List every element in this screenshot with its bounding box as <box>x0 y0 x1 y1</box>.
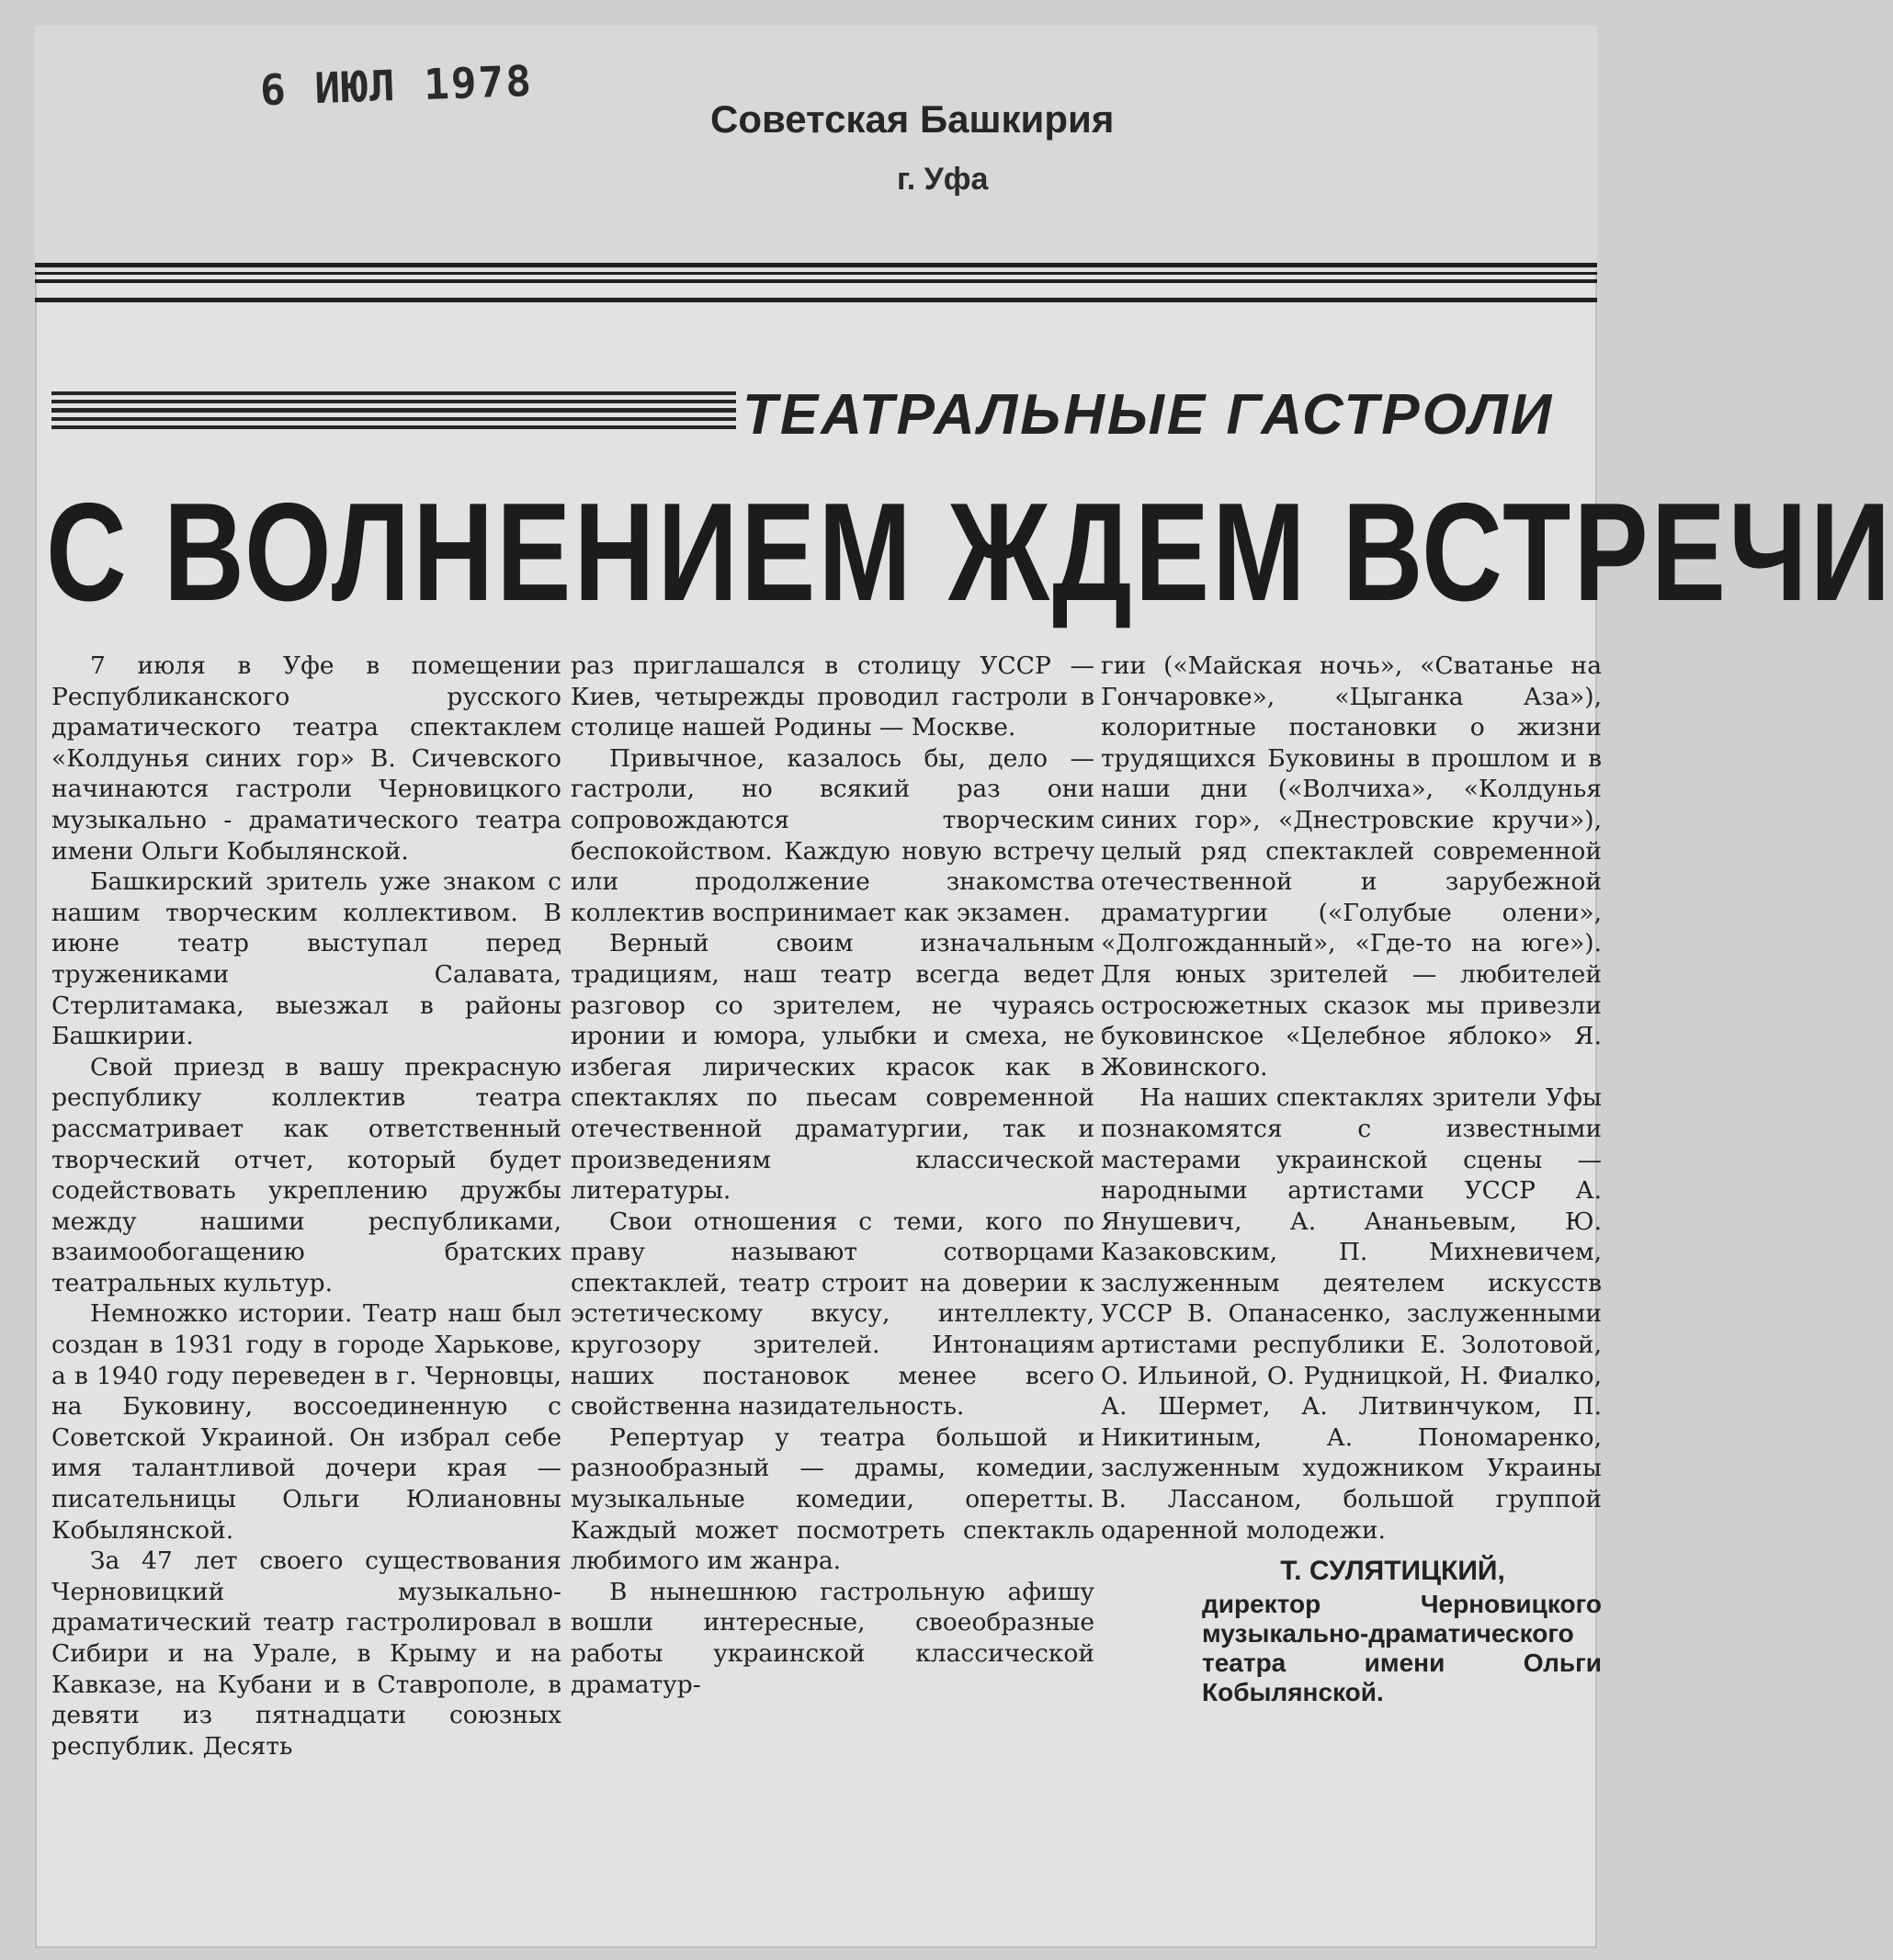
author-signature <box>1101 1557 1602 1707</box>
paragraph: Репертуар у театра большой и разнообразный — драмы, комедии, музыкальные комедии, оперетты. Каждый может посмотреть спектакль любимого им жанра. <box>571 1422 1094 1576</box>
header-rule <box>35 263 1597 327</box>
clipping-header <box>35 26 1597 269</box>
paragraph: Свои отношения с теми, кого по праву называют сотворцами спектаклей, театр строит на доверии к эстетическому вкусу, интеллекту, кругозору зрителей. Интонациям наших постановок менее всего свойственна назидательность. <box>571 1207 1094 1422</box>
paragraph: Свой приезд в вашу прекрасную республику коллектив театра рассматривает как ответственный творческий отчет, который будет содействовать укреплению дружбы между нашими республиками, взаимообогащению братских театральных культур. <box>51 1052 561 1297</box>
rubric-rule <box>51 382 736 437</box>
paragraph: На наших спектаклях зрители Уфы познакомятся с известными мастерами украинской сцены — народными артистами УССР А. Янушевич, А. Ананьевым, Ю. Казаковским, П. Михневичем, заслуженным деятелем искусств УССР В. Опанасенко, заслуженными артистами республики Е. Золотовой, О. Ильиной, О. Рудницкой, Н. Фиалко, А. Шермет, А. Литвинчуком, П. Никитиным, А. Пономаренко, заслуженным художником Украины В. Ласcаном, большой группой одаренной молодежи. <box>1101 1083 1602 1545</box>
paragraph: Башкирский зритель уже знаком с нашим творческим коллективом. В июне театр выступал перед тружениками Салавата, Стерлитамака, выезжал в районы Башкирии. <box>51 867 561 1051</box>
newspaper-city: г. Уфа <box>897 162 989 197</box>
article-headline: С ВОЛНЕНИЕМ ЖДЕМ ВСТРЕЧИ <box>46 474 1893 630</box>
paragraph: Немножко истории. Театр наш был создан в 1931 году в городе Харькове, а в 1940 году переведен в г. Черновцы, на Буковину, воссоединенную с Советской Украиной. Он избрал себе имя талантливой дочери края — писательницы Ольги Юлиановны Кобылянской. <box>51 1299 561 1545</box>
paragraph: Верный своим изначальным традициям, наш театр всегда ведет разговор со зрителем, не чураясь иронии и юмора, улыбки и смеха, не избегая лирических красок как в спектаклях по пьесам современной отечественной драматургии, так и произведениям классической литературы. <box>571 929 1094 1206</box>
paragraph: Привычное, казалось бы, дело — гастроли, но всякий раз они сопровождаются творческим беспокойством. Каждую новую встречу или продолжение знакомства коллектив воспринимает как экзамен. <box>571 743 1094 927</box>
author-name: Т. СУЛЯТИЦКИЙ, <box>1280 1556 1505 1587</box>
newspaper-clipping <box>35 26 1893 1948</box>
author-role: директор Черновицкого музыкально-драматического театра имени Ольги Кобылянской. <box>1202 1590 1602 1707</box>
article-column-2 <box>571 651 1094 1700</box>
date-stamp: 6 ИЮЛ 1978 <box>259 55 534 116</box>
paragraph: 7 июля в Уфе в помещении Республиканского русского драматического театра спектаклем «Колдунья синих гор» В. Сичевского начинаются гастроли Черновицкого музыкально - драматического театра имени Ольги Кобылянской. <box>51 651 561 866</box>
rubric-title: ТЕАТРАЛЬНЫЕ ГАСТРОЛИ <box>742 383 1555 447</box>
article-column-1 <box>51 651 561 1762</box>
paragraph: В нынешнюю гастрольную афишу вошли интересные, своеобразные работы украинской классической драматур- <box>571 1577 1094 1699</box>
newspaper-name: Советская Башкирия <box>710 97 1115 141</box>
paragraph: гии («Майская ночь», «Сватанье на Гончаровке», «Цыганка Аза»), колоритные постановки о жизни трудящихся Буковины в прошлом и в наши дни («Волчиха», «Колдунья синих гор», «Днестровские кручи»), целый ряд спектаклей современной отечественной и зарубежной драматургии («Голубые олени», «Долгожданный», «Где-то на юге»). Для юных зрителей — любителей остросюжетных сказок мы привезли буковинское «Целебное яблоко» Я. Жовинского. <box>1101 651 1602 1082</box>
paragraph: За 47 лет своего существования Черновицкий музыкально-драматический театр гастролировал в Сибири и на Урале, в Крыму и на Кавказе, на Кубани и в Ставрополе, в девяти из пятнадцати союзных республик. Десять <box>51 1546 561 1761</box>
article-column-3 <box>1101 651 1602 1707</box>
paragraph: раз приглашался в столицу УССР — Киев, четырежды проводил гастроли в столице нашей Родины — Москве. <box>571 651 1094 742</box>
